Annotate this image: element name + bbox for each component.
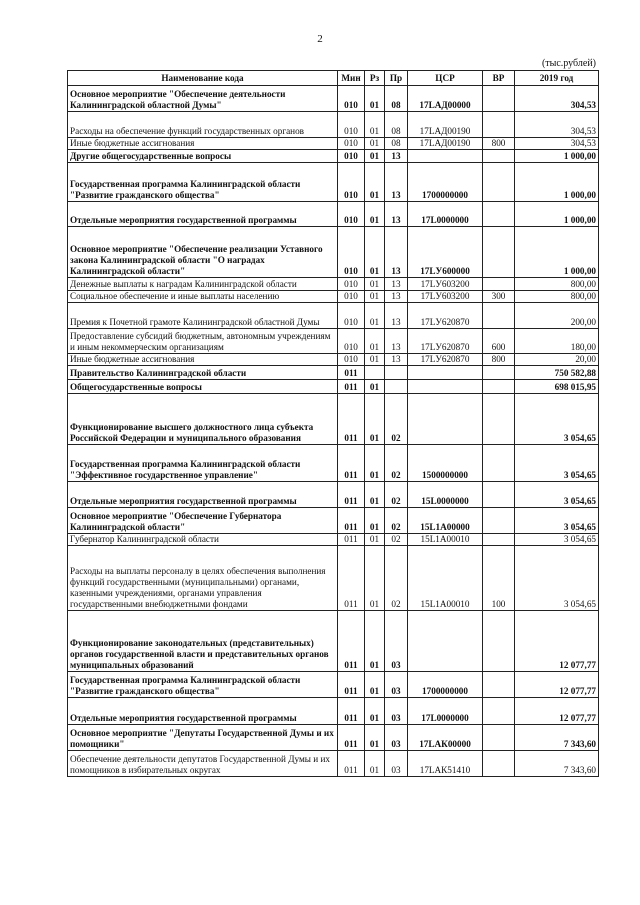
cell-vr: 800 <box>483 354 515 366</box>
unit-note: (тыс.рублей) <box>541 58 596 69</box>
page-number: 2 <box>317 33 323 45</box>
cell-pr: 03 <box>385 725 408 751</box>
cell-name: Иные бюджетные ассигнования <box>68 354 338 366</box>
cell-name: Предоставление субсидий бюджетным, автономным учреждениям и иным некоммерческим организациям <box>68 329 338 354</box>
cell-amount: 12 077,77 <box>515 698 599 725</box>
cell-name: Общегосударственные вопросы <box>68 380 338 394</box>
cell-name: Отдельные мероприятия государственной программы <box>68 698 338 725</box>
cell-amount: 800,00 <box>515 278 599 291</box>
cell-rz: 01 <box>365 546 385 611</box>
cell-min: 011 <box>338 482 365 508</box>
cell-rz: 01 <box>365 291 385 303</box>
cell-rz: 01 <box>365 534 385 546</box>
cell-name: Функционирование высшего должностного лица субъекта Российской Федерации и муниципального образования <box>68 394 338 445</box>
cell-pr: 08 <box>385 86 408 112</box>
cell-rz: 01 <box>365 751 385 777</box>
cell-vr <box>483 534 515 546</box>
cell-pr: 02 <box>385 534 408 546</box>
cell-vr: 600 <box>483 329 515 354</box>
cell-amount: 800,00 <box>515 291 599 303</box>
cell-csr <box>408 611 483 672</box>
cell-name: Расходы на обеспечение функций государственных органов <box>68 112 338 138</box>
cell-min: 011 <box>338 751 365 777</box>
cell-name: Иные бюджетные ассигнования <box>68 138 338 150</box>
table-row <box>68 202 599 227</box>
cell-name: Другие общегосударственные вопросы <box>68 150 338 163</box>
cell-csr: 17LАД00190 <box>408 138 483 150</box>
cell-amount: 3 054,65 <box>515 546 599 611</box>
cell-rz: 01 <box>365 138 385 150</box>
table-row <box>68 354 599 366</box>
cell-vr <box>483 611 515 672</box>
cell-min: 011 <box>338 546 365 611</box>
cell-csr: 17LАД00000 <box>408 86 483 112</box>
cell-amount: 1 000,00 <box>515 150 599 163</box>
table-row <box>68 86 599 112</box>
cell-min: 011 <box>338 508 365 534</box>
cell-min: 010 <box>338 278 365 291</box>
cell-min: 010 <box>338 138 365 150</box>
cell-name: Основное мероприятие "Депутаты Государственной Думы и их помощники" <box>68 725 338 751</box>
cell-vr <box>483 394 515 445</box>
cell-name: Функционирование законодательных (представительных) органов государственной власти и представительных органов муниципальных образований <box>68 611 338 672</box>
cell-csr: 1700000000 <box>408 672 483 698</box>
cell-rz: 01 <box>365 725 385 751</box>
cell-min: 010 <box>338 354 365 366</box>
cell-vr <box>483 751 515 777</box>
cell-pr: 02 <box>385 445 408 482</box>
cell-csr: 15L0000000 <box>408 482 483 508</box>
cell-csr: 1700000000 <box>408 163 483 202</box>
cell-pr: 13 <box>385 150 408 163</box>
cell-min: 010 <box>338 202 365 227</box>
cell-rz: 01 <box>365 698 385 725</box>
header-csr: ЦСР <box>408 71 483 86</box>
header-year: 2019 год <box>515 71 599 86</box>
cell-vr <box>483 482 515 508</box>
cell-min: 011 <box>338 394 365 445</box>
cell-min: 010 <box>338 112 365 138</box>
table-row <box>68 445 599 482</box>
table-row <box>68 138 599 150</box>
cell-name: Правительство Калининградской области <box>68 366 338 380</box>
table-row <box>68 534 599 546</box>
table-row <box>68 508 599 534</box>
cell-vr <box>483 672 515 698</box>
cell-vr <box>483 150 515 163</box>
cell-vr <box>483 112 515 138</box>
cell-amount: 304,53 <box>515 86 599 112</box>
cell-name: Губернатор Калининградской области <box>68 534 338 546</box>
cell-amount: 698 015,95 <box>515 380 599 394</box>
cell-csr: 17LАД00190 <box>408 112 483 138</box>
cell-rz <box>365 366 385 380</box>
header-min: Мин <box>338 71 365 86</box>
cell-csr <box>408 150 483 163</box>
cell-name: Обеспечение деятельности депутатов Государственной Думы и их помощников в избирательных округах <box>68 751 338 777</box>
cell-vr: 100 <box>483 546 515 611</box>
cell-name: Государственная программа Калининградской области "Развитие гражданского общества" <box>68 163 338 202</box>
cell-name: Отдельные мероприятия государственной программы <box>68 482 338 508</box>
cell-csr: 15L1А00010 <box>408 546 483 611</box>
cell-pr: 13 <box>385 303 408 329</box>
cell-name: Государственная программа Калининградской области "Эффективное государственное управление" <box>68 445 338 482</box>
table-row <box>68 303 599 329</box>
cell-name: Отдельные мероприятия государственной программы <box>68 202 338 227</box>
table-row <box>68 112 599 138</box>
table-row <box>68 482 599 508</box>
cell-amount: 3 054,65 <box>515 445 599 482</box>
cell-amount: 1 000,00 <box>515 227 599 278</box>
cell-min: 010 <box>338 86 365 112</box>
cell-csr: 17LУ620870 <box>408 354 483 366</box>
cell-min: 010 <box>338 291 365 303</box>
cell-csr: 15L1А00010 <box>408 534 483 546</box>
table-row <box>68 394 599 445</box>
cell-amount: 1 000,00 <box>515 202 599 227</box>
cell-amount: 12 077,77 <box>515 672 599 698</box>
cell-min: 010 <box>338 163 365 202</box>
header-name: Наименование кода <box>68 71 338 86</box>
budget-table <box>67 70 599 777</box>
cell-pr: 13 <box>385 202 408 227</box>
cell-vr <box>483 445 515 482</box>
cell-rz: 01 <box>365 163 385 202</box>
cell-min: 010 <box>338 150 365 163</box>
cell-pr: 13 <box>385 329 408 354</box>
cell-rz: 01 <box>365 445 385 482</box>
cell-pr: 02 <box>385 508 408 534</box>
cell-amount: 200,00 <box>515 303 599 329</box>
cell-csr: 17LУ603200 <box>408 278 483 291</box>
cell-vr <box>483 202 515 227</box>
cell-amount: 3 054,65 <box>515 508 599 534</box>
cell-pr: 02 <box>385 394 408 445</box>
cell-csr <box>408 366 483 380</box>
table-row <box>68 366 599 380</box>
cell-amount: 20,00 <box>515 354 599 366</box>
cell-amount: 1 000,00 <box>515 163 599 202</box>
table-header-row <box>68 71 599 86</box>
cell-pr: 03 <box>385 698 408 725</box>
cell-pr: 02 <box>385 546 408 611</box>
table-row <box>68 291 599 303</box>
cell-csr: 17L0000000 <box>408 698 483 725</box>
cell-min: 011 <box>338 366 365 380</box>
table-row <box>68 227 599 278</box>
table-row <box>68 725 599 751</box>
cell-rz: 01 <box>365 303 385 329</box>
cell-pr <box>385 380 408 394</box>
cell-rz: 01 <box>365 508 385 534</box>
cell-pr: 13 <box>385 291 408 303</box>
cell-vr <box>483 380 515 394</box>
cell-rz: 01 <box>365 329 385 354</box>
cell-amount: 12 077,77 <box>515 611 599 672</box>
cell-vr: 300 <box>483 291 515 303</box>
table-row <box>68 380 599 394</box>
cell-min: 010 <box>338 303 365 329</box>
header-pr: Пр <box>385 71 408 86</box>
cell-pr: 03 <box>385 611 408 672</box>
cell-min: 011 <box>338 672 365 698</box>
cell-rz: 01 <box>365 482 385 508</box>
cell-name: Основное мероприятие "Обеспечение деятельности Калининградской областной Думы" <box>68 86 338 112</box>
cell-pr: 03 <box>385 751 408 777</box>
cell-amount: 180,00 <box>515 329 599 354</box>
cell-vr <box>483 303 515 329</box>
cell-csr: 17LУ620870 <box>408 329 483 354</box>
cell-amount: 304,53 <box>515 112 599 138</box>
cell-name: Премия к Почетной грамоте Калининградской областной Думы <box>68 303 338 329</box>
cell-csr: 17LУ603200 <box>408 291 483 303</box>
table-row <box>68 278 599 291</box>
cell-pr: 08 <box>385 112 408 138</box>
cell-min: 011 <box>338 698 365 725</box>
cell-csr: 17LАК51410 <box>408 751 483 777</box>
cell-amount: 3 054,65 <box>515 482 599 508</box>
cell-vr <box>483 698 515 725</box>
cell-amount: 3 054,65 <box>515 534 599 546</box>
cell-amount: 7 343,60 <box>515 725 599 751</box>
cell-pr: 13 <box>385 163 408 202</box>
cell-min: 010 <box>338 329 365 354</box>
cell-rz: 01 <box>365 150 385 163</box>
table-row <box>68 751 599 777</box>
table-row <box>68 698 599 725</box>
cell-name: Денежные выплаты к наградам Калининградской области <box>68 278 338 291</box>
cell-csr: 17LУ600000 <box>408 227 483 278</box>
cell-rz: 01 <box>365 354 385 366</box>
cell-pr: 08 <box>385 138 408 150</box>
cell-csr: 15L1А00000 <box>408 508 483 534</box>
cell-min: 011 <box>338 445 365 482</box>
table-row <box>68 150 599 163</box>
cell-csr: 17LАК00000 <box>408 725 483 751</box>
cell-name: Основное мероприятие "Обеспечение реализации Уставного закона Калининградской области "О наградах Калининградской области" <box>68 227 338 278</box>
table-row <box>68 163 599 202</box>
table-row <box>68 672 599 698</box>
header-vr: ВР <box>483 71 515 86</box>
cell-vr <box>483 508 515 534</box>
cell-csr: 17LУ620870 <box>408 303 483 329</box>
table-row <box>68 546 599 611</box>
cell-vr <box>483 278 515 291</box>
cell-min: 011 <box>338 380 365 394</box>
cell-pr: 13 <box>385 354 408 366</box>
cell-vr: 800 <box>483 138 515 150</box>
cell-rz: 01 <box>365 86 385 112</box>
cell-rz: 01 <box>365 227 385 278</box>
cell-pr: 13 <box>385 227 408 278</box>
cell-rz: 01 <box>365 611 385 672</box>
cell-vr <box>483 366 515 380</box>
cell-pr: 03 <box>385 672 408 698</box>
cell-csr <box>408 394 483 445</box>
cell-name: Расходы на выплаты персоналу в целях обеспечения выполнения функций государственными (муниципальными) органами, казенными учреждениями, органами управления государственными внебюджетными фондами <box>68 546 338 611</box>
cell-pr: 13 <box>385 278 408 291</box>
cell-amount: 3 054,65 <box>515 394 599 445</box>
cell-vr <box>483 725 515 751</box>
cell-rz: 01 <box>365 112 385 138</box>
cell-rz: 01 <box>365 672 385 698</box>
cell-min: 010 <box>338 227 365 278</box>
cell-min: 011 <box>338 725 365 751</box>
cell-rz: 01 <box>365 202 385 227</box>
cell-rz: 01 <box>365 380 385 394</box>
table-row <box>68 329 599 354</box>
cell-csr: 1500000000 <box>408 445 483 482</box>
cell-amount: 304,53 <box>515 138 599 150</box>
table-row <box>68 611 599 672</box>
cell-vr <box>483 86 515 112</box>
cell-amount: 7 343,60 <box>515 751 599 777</box>
cell-csr <box>408 380 483 394</box>
cell-name: Социальное обеспечение и иные выплаты населению <box>68 291 338 303</box>
cell-min: 011 <box>338 611 365 672</box>
cell-pr: 02 <box>385 482 408 508</box>
cell-rz: 01 <box>365 394 385 445</box>
cell-pr <box>385 366 408 380</box>
cell-vr <box>483 163 515 202</box>
cell-name: Государственная программа Калининградской области "Развитие гражданского общества" <box>68 672 338 698</box>
cell-csr: 17L0000000 <box>408 202 483 227</box>
cell-amount: 750 582,88 <box>515 366 599 380</box>
cell-vr <box>483 227 515 278</box>
cell-name: Основное мероприятие "Обеспечение Губернатора Калининградской области" <box>68 508 338 534</box>
cell-min: 011 <box>338 534 365 546</box>
header-rz: Рз <box>365 71 385 86</box>
cell-rz: 01 <box>365 278 385 291</box>
